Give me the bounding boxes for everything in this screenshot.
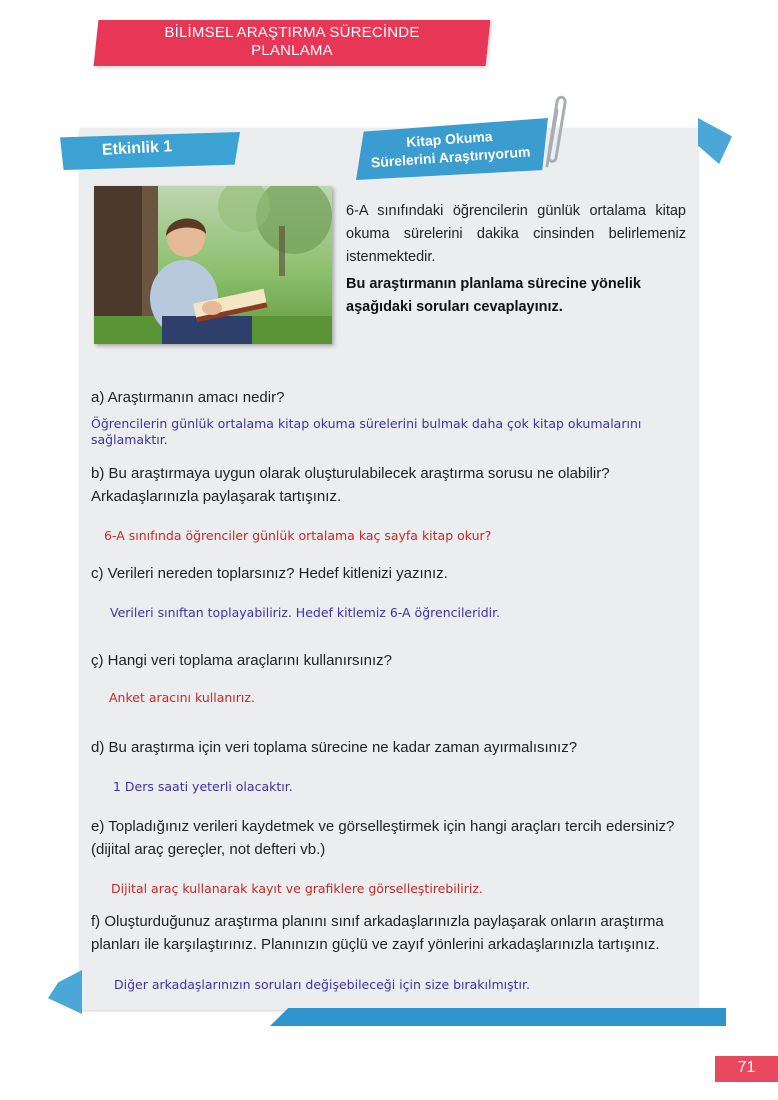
answer-b: 6-A sınıfında öğrenciler günlük ortalama kaç sayfa kitap okur? [104, 528, 492, 543]
question-a: a) Araştırmanın amacı nedir? [91, 389, 285, 406]
activity-instruction: Bu araştırmanın planlama sürecine yönelik aşağıdaki soruları cevaplayınız. [346, 276, 641, 315]
answer-d: 1 Ders saati yeterli olacaktır. [113, 779, 293, 794]
question-d: d) Bu araştırma için veri toplama sürecine ne kadar zaman ayırmalısınız? [91, 739, 578, 756]
boy-reading-photo [94, 186, 332, 344]
question-c: c) Verileri nereden toplarsınız? Hedef kitlenizi yazınız. [91, 565, 448, 582]
page-number: 71 [737, 1059, 756, 1076]
page-title [96, 24, 488, 60]
page-title-line-1: BİLİMSEL ARAŞTIRMA SÜRECİNDE [164, 24, 420, 41]
activity-label: Etkinlik 1 [101, 138, 173, 159]
answer-c-cedilla: Anket aracını kullanırız. [109, 690, 255, 705]
paperclip-icon [535, 92, 569, 172]
activity-topic-line-1: Kitap Okuma [405, 128, 493, 151]
question-f: f) Oluşturduğunuz araştırma planını sınıf arkadaşlarınızla paylaşarak onların araştırma planları ile karşılaştırınız. Planınızın güçlü ve zayıf yönlerini arkadaşlarınızla tartışınız. [91, 913, 664, 953]
answer-a: Öğrencilerin günlük ortalama kitap okuma sürelerini bulmak daha çok kitap okumalarını sağlamaktır. [91, 416, 642, 447]
answer-f: Diğer arkadaşlarınızın soruları değişebileceği için size bırakılmıştır. [114, 977, 530, 992]
activity-topic-line-2: Sürelerini Araştırıyorum [370, 143, 531, 171]
question-c-cedilla: ç) Hangi veri toplama araçlarını kullanırsınız? [91, 652, 392, 669]
bottom-decoration-strip [270, 1008, 726, 1026]
corner-decoration-bottom-left [48, 970, 82, 1014]
question-e: e) Topladığınız verileri kaydetmek ve görselleştirmek için hangi araçları tercih edersiniz? (dijital araç gereçler, not defteri vb.) [91, 818, 675, 858]
question-b: b) Bu araştırmaya uygun olarak oluşturulabilecek araştırma sorusu ne olabilir? Arkadaşlarınızla paylaşarak tartışınız. [91, 465, 610, 505]
answer-e: Dijital araç kullanarak kayıt ve grafiklere görselleştirebiliriz. [111, 881, 483, 896]
corner-decoration-top-right [698, 118, 732, 164]
answer-c: Verileri sınıftan toplayabiliriz. Hedef kitlemiz 6-A öğrencileridir. [110, 605, 501, 620]
page-title-line-2: PLANLAMA [251, 42, 333, 59]
activity-intro-text: 6-A sınıfındaki öğrencilerin günlük ortalama kitap okuma sürelerini dakika cinsinden belirlemeniz istenmektedir. [346, 203, 686, 265]
